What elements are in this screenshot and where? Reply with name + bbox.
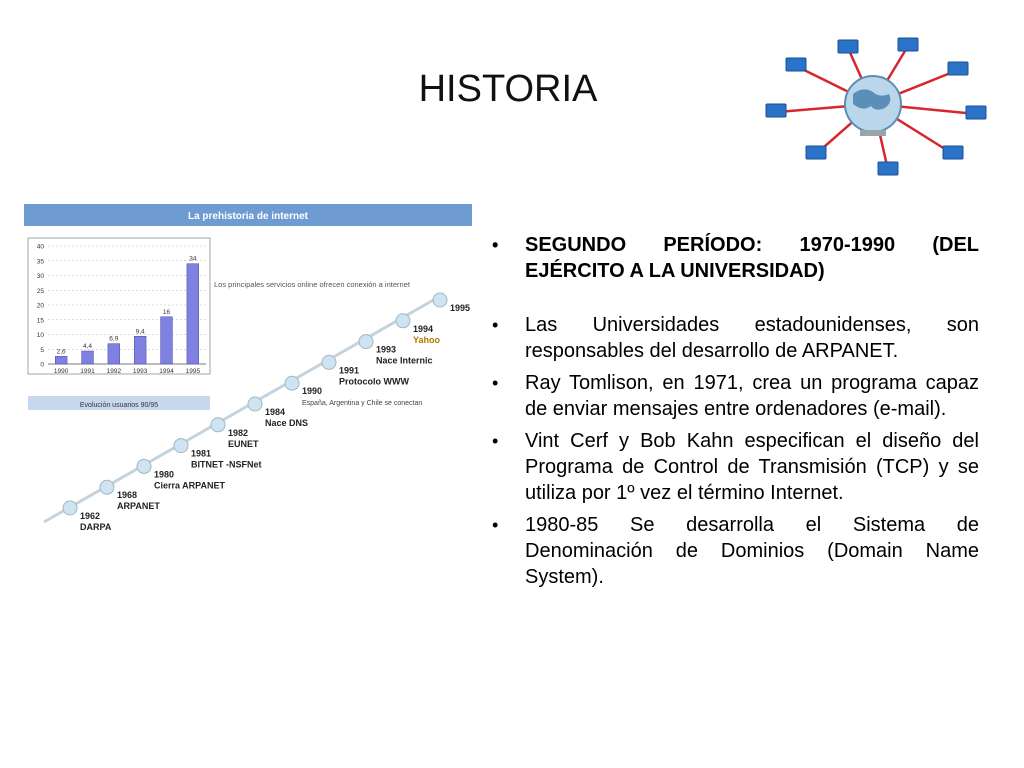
x-tick-label: 1993 bbox=[132, 368, 148, 375]
milestone-year: 1962 bbox=[80, 511, 101, 521]
milestone-year: 1981 bbox=[191, 448, 212, 459]
milestone-label: Nace Internic bbox=[376, 355, 433, 366]
data-label: 9,4 bbox=[135, 328, 145, 336]
timeline-node bbox=[396, 314, 410, 328]
bullet-text: Vint Cerf y Bob Kahn especifican el diseño del Programa de Control de Transmisión (TCP) y se utiliza por 1º vez el término Internet. bbox=[525, 430, 979, 504]
timeline-node bbox=[63, 501, 77, 515]
bullet-text: SEGUNDO PERÍODO: 1970-1990 (DEL EJÉRCITO A LA UNIVERSIDAD) bbox=[525, 234, 979, 282]
milestone-year: 1982 bbox=[228, 427, 249, 438]
milestone-label: Yahoo bbox=[413, 334, 441, 345]
bullet-text: Ray Tomlison, en 1971, crea un programa capaz de enviar mensajes entre ordenadores (e-mail). bbox=[525, 372, 979, 420]
data-label: 2,6 bbox=[56, 348, 66, 356]
bar bbox=[55, 356, 67, 364]
x-tick-label: 1991 bbox=[80, 368, 95, 375]
internet-prehistory-figure bbox=[24, 204, 472, 544]
y-tick-label: 20 bbox=[36, 302, 44, 310]
slide-title: HISTORIA bbox=[418, 68, 598, 110]
x-tick-label: 1995 bbox=[185, 368, 201, 375]
bullet-item bbox=[490, 512, 979, 590]
figure-subtitle: Los principales servicios online ofrecen conexión a internet bbox=[214, 280, 410, 289]
network-globe-icon bbox=[748, 36, 998, 186]
timeline-node bbox=[248, 397, 262, 411]
bullet-text: Las Universidades estadounidenses, son responsables del desarrollo de ARPANET. bbox=[525, 314, 979, 362]
timeline-node bbox=[137, 459, 151, 473]
milestone-year: 1991 bbox=[339, 365, 360, 376]
milestone-label: Nace DNS bbox=[265, 418, 309, 428]
bar bbox=[187, 264, 199, 364]
timeline-node bbox=[359, 335, 373, 349]
timeline-node bbox=[433, 293, 447, 307]
data-label: 16 bbox=[162, 308, 171, 316]
bar bbox=[134, 336, 146, 364]
chart-caption: Evolución usuarios 90/95 bbox=[79, 402, 159, 409]
milestone-year: 1993 bbox=[376, 344, 397, 355]
y-tick-label: 30 bbox=[36, 273, 44, 280]
y-tick-label: 40 bbox=[36, 243, 44, 251]
milestone-label: Protocolo WWW bbox=[339, 376, 409, 387]
timeline-node bbox=[100, 480, 114, 494]
timeline-node bbox=[285, 376, 299, 390]
milestone-year: 1968 bbox=[117, 490, 138, 501]
y-tick-label: 0 bbox=[40, 361, 44, 369]
bullet-dot-icon: • bbox=[492, 515, 499, 535]
y-tick-label: 35 bbox=[36, 258, 44, 266]
y-tick-label: 25 bbox=[36, 287, 44, 295]
milestone-label: EUNET bbox=[228, 438, 259, 449]
bullet-dot-icon: • bbox=[492, 373, 499, 393]
data-label: 34 bbox=[189, 255, 197, 263]
milestone-year: 1990 bbox=[302, 386, 323, 397]
x-tick-label: 1994 bbox=[159, 368, 174, 375]
milestone-label: BITNET -NSFNet bbox=[191, 459, 262, 470]
figure-banner-text: La prehistoria de internet bbox=[187, 211, 309, 222]
x-tick-label: 1990 bbox=[53, 368, 69, 375]
timeline-node bbox=[322, 355, 336, 369]
bullet-list bbox=[490, 232, 979, 596]
y-tick-label: 10 bbox=[36, 332, 44, 339]
milestone-label: Cierra ARPANET bbox=[154, 480, 226, 491]
x-tick-label: 1992 bbox=[106, 368, 122, 375]
milestone-year: 1995 bbox=[450, 303, 471, 313]
milestone-year: 1994 bbox=[413, 323, 434, 334]
bullet-item bbox=[490, 370, 979, 422]
data-label: 6,9 bbox=[109, 335, 119, 343]
milestone-label: DARPA bbox=[80, 522, 112, 532]
bar bbox=[108, 344, 120, 364]
bar bbox=[161, 317, 173, 364]
data-label: 4,4 bbox=[82, 343, 93, 351]
timeline-node bbox=[174, 439, 188, 453]
milestone-year: 1984 bbox=[265, 407, 286, 417]
y-tick-label: 5 bbox=[40, 346, 44, 354]
bullet-dot-icon: • bbox=[492, 315, 499, 335]
bullet-item bbox=[490, 428, 979, 506]
timeline-node bbox=[211, 418, 225, 432]
milestone-label: España, Argentina y Chile se conectan bbox=[302, 400, 423, 408]
bullet-text: 1980-85 Se desarrolla el Sistema de Denominación de Dominios (Domain Name System). bbox=[525, 514, 979, 588]
bullet-dot-icon: • bbox=[492, 431, 499, 451]
bullet-item-heading bbox=[490, 232, 979, 284]
milestone-label: ARPANET bbox=[117, 501, 160, 512]
bar bbox=[82, 351, 94, 364]
bullet-dot-icon: • bbox=[492, 235, 499, 255]
bullet-item bbox=[490, 312, 979, 364]
y-tick-label: 15 bbox=[36, 317, 44, 325]
milestone-year: 1980 bbox=[154, 469, 175, 480]
